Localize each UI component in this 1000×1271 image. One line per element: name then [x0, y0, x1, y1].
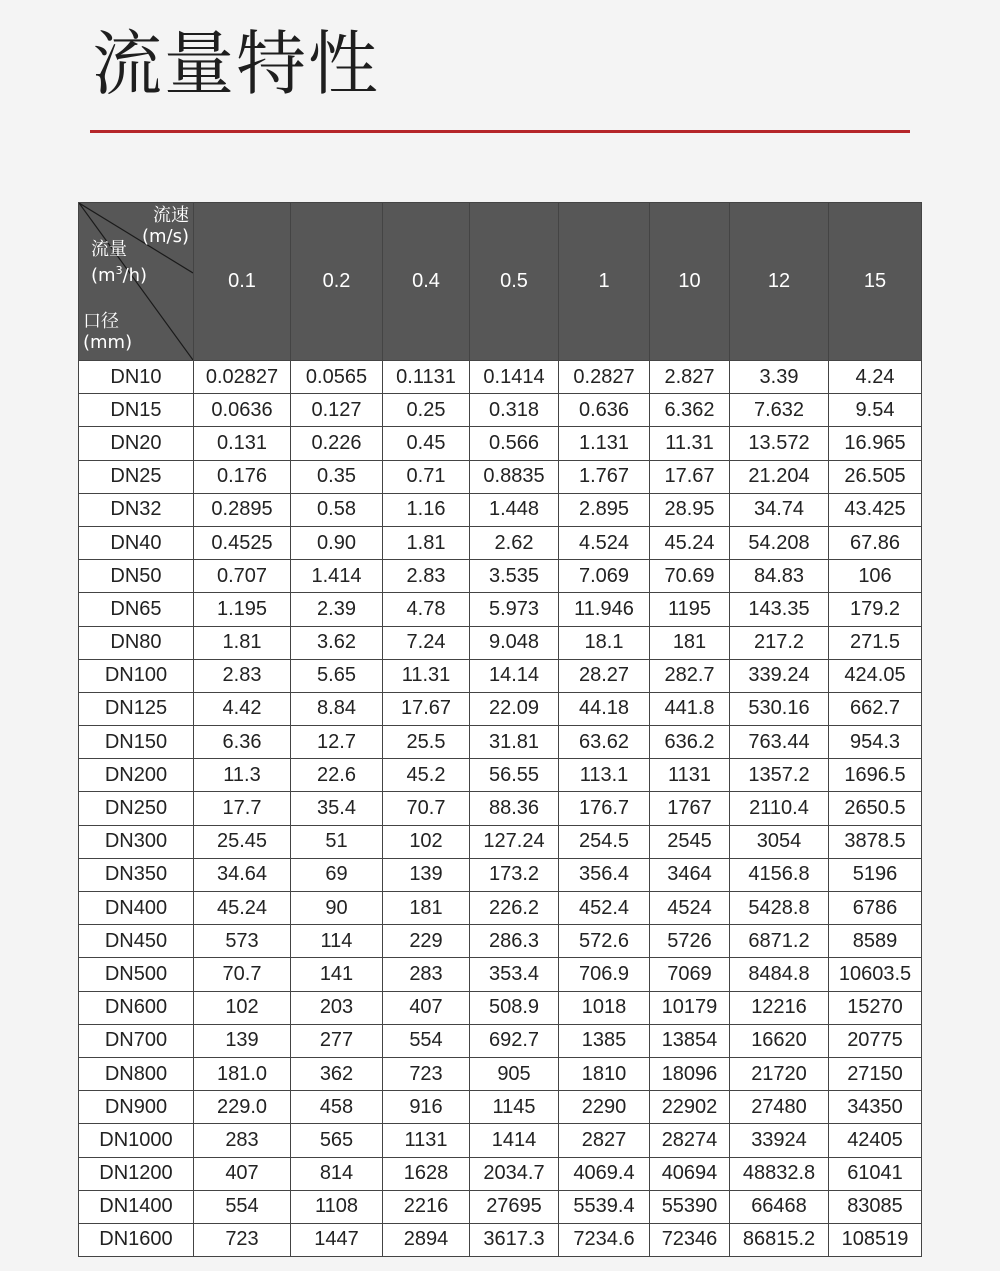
speed-header: 10 [650, 203, 730, 361]
flow-value-cell: 7069 [650, 958, 730, 991]
flow-value-cell: 102 [383, 825, 470, 858]
table-body [79, 361, 922, 1257]
flow-value-cell: 114 [291, 925, 383, 958]
flow-value-cell: 7.24 [383, 626, 470, 659]
flow-value-cell: 0.02827 [194, 361, 291, 394]
flow-value-cell: 35.4 [291, 792, 383, 825]
flow-value-cell: 2.827 [650, 361, 730, 394]
flow-value-cell: 0.226 [291, 427, 383, 460]
flow-unit-suffix: /h) [122, 265, 148, 286]
table-row [79, 593, 922, 626]
diameter-cell: DN300 [79, 825, 194, 858]
diameter-cell: DN500 [79, 958, 194, 991]
table-row [79, 427, 922, 460]
flow-value-cell: 1195 [650, 593, 730, 626]
flow-value-cell: 18.1 [559, 626, 650, 659]
flow-value-cell: 441.8 [650, 692, 730, 725]
flow-value-cell: 723 [383, 1057, 470, 1090]
flow-value-cell: 11.946 [559, 593, 650, 626]
flow-value-cell: 0.0636 [194, 394, 291, 427]
flow-value-cell: 3.39 [730, 361, 829, 394]
flow-value-cell: 254.5 [559, 825, 650, 858]
flow-value-cell: 954.3 [829, 726, 922, 759]
flow-value-cell: 28.27 [559, 659, 650, 692]
flow-unit-superscript: 3 [115, 264, 123, 277]
table-row [79, 493, 922, 526]
flow-value-cell: 0.0565 [291, 361, 383, 394]
flow-value-cell: 6786 [829, 892, 922, 925]
flow-value-cell: 229 [383, 925, 470, 958]
flow-value-cell: 0.1131 [383, 361, 470, 394]
table-row [79, 1190, 922, 1223]
flow-value-cell: 282.7 [650, 659, 730, 692]
header-row [79, 203, 922, 361]
diameter-cell: DN25 [79, 460, 194, 493]
flow-value-cell: 5.65 [291, 659, 383, 692]
flow-value-cell: 1145 [470, 1091, 559, 1124]
flow-value-cell: 13.572 [730, 427, 829, 460]
flow-value-cell: 723 [194, 1223, 291, 1256]
flow-value-cell: 45.24 [650, 526, 730, 559]
flow-value-cell: 102 [194, 991, 291, 1024]
flow-value-cell: 458 [291, 1091, 383, 1124]
flow-value-cell: 5196 [829, 858, 922, 891]
flow-value-cell: 2.895 [559, 493, 650, 526]
diameter-cell: DN350 [79, 858, 194, 891]
flow-unit [91, 260, 147, 286]
flow-value-cell: 1131 [383, 1124, 470, 1157]
flow-value-cell: 3.62 [291, 626, 383, 659]
flow-axis-label [91, 239, 147, 286]
table-row [79, 792, 922, 825]
flow-value-cell: 283 [194, 1124, 291, 1157]
diameter-cell: DN1400 [79, 1190, 194, 1223]
flow-value-cell: 18096 [650, 1057, 730, 1090]
diameter-cell: DN32 [79, 493, 194, 526]
flow-value-cell: 0.2895 [194, 493, 291, 526]
flow-value-cell: 905 [470, 1057, 559, 1090]
flow-value-cell: 143.35 [730, 593, 829, 626]
flow-value-cell: 286.3 [470, 925, 559, 958]
flow-value-cell: 51 [291, 825, 383, 858]
flow-value-cell: 706.9 [559, 958, 650, 991]
flow-value-cell: 8.84 [291, 692, 383, 725]
diameter-cell: DN600 [79, 991, 194, 1024]
flow-value-cell: 2034.7 [470, 1157, 559, 1190]
flow-value-cell: 9.54 [829, 394, 922, 427]
flow-value-cell: 203 [291, 991, 383, 1024]
flow-value-cell: 27150 [829, 1057, 922, 1090]
flow-value-cell: 2894 [383, 1223, 470, 1256]
flow-value-cell: 7.069 [559, 560, 650, 593]
flow-value-cell: 90 [291, 892, 383, 925]
speed-header: 0.5 [470, 203, 559, 361]
diameter-cell: DN10 [79, 361, 194, 394]
flow-value-cell: 1.414 [291, 560, 383, 593]
flow-value-cell: 2.83 [383, 560, 470, 593]
flow-value-cell: 26.505 [829, 460, 922, 493]
flow-value-cell: 21720 [730, 1057, 829, 1090]
flow-value-cell: 70.69 [650, 560, 730, 593]
flow-value-cell: 2110.4 [730, 792, 829, 825]
flow-value-cell: 34.64 [194, 858, 291, 891]
speed-header: 12 [730, 203, 829, 361]
flow-value-cell: 67.86 [829, 526, 922, 559]
flow-value-cell: 226.2 [470, 892, 559, 925]
flow-value-cell: 636.2 [650, 726, 730, 759]
flow-value-cell: 72346 [650, 1223, 730, 1256]
speed-header: 15 [829, 203, 922, 361]
table-row [79, 1124, 922, 1157]
flow-value-cell: 0.4525 [194, 526, 291, 559]
title-divider [90, 130, 910, 133]
diameter-label: 口径 [83, 311, 119, 332]
diameter-cell: DN1200 [79, 1157, 194, 1190]
flow-value-cell: 0.127 [291, 394, 383, 427]
flow-value-cell: 1.81 [194, 626, 291, 659]
diameter-cell: DN50 [79, 560, 194, 593]
flow-value-cell: 17.7 [194, 792, 291, 825]
diameter-cell: DN700 [79, 1024, 194, 1057]
flow-value-cell: 17.67 [650, 460, 730, 493]
flow-value-cell: 27695 [470, 1190, 559, 1223]
flow-value-cell: 86815.2 [730, 1223, 829, 1256]
flow-value-cell: 66468 [730, 1190, 829, 1223]
diameter-cell: DN800 [79, 1057, 194, 1090]
flow-value-cell: 20775 [829, 1024, 922, 1057]
flow-value-cell: 0.71 [383, 460, 470, 493]
flow-value-cell: 8484.8 [730, 958, 829, 991]
flow-value-cell: 141 [291, 958, 383, 991]
flow-value-cell: 63.62 [559, 726, 650, 759]
flow-value-cell: 28274 [650, 1124, 730, 1157]
flow-value-cell: 56.55 [470, 759, 559, 792]
flow-value-cell: 4156.8 [730, 858, 829, 891]
table-row [79, 892, 922, 925]
diameter-cell: DN65 [79, 593, 194, 626]
flow-value-cell: 179.2 [829, 593, 922, 626]
flow-value-cell: 1385 [559, 1024, 650, 1057]
flow-value-cell: 229.0 [194, 1091, 291, 1124]
flow-value-cell: 692.7 [470, 1024, 559, 1057]
diameter-cell: DN200 [79, 759, 194, 792]
flow-value-cell: 25.5 [383, 726, 470, 759]
diameter-cell: DN80 [79, 626, 194, 659]
flow-value-cell: 16.965 [829, 427, 922, 460]
table-row [79, 958, 922, 991]
flow-value-cell: 1018 [559, 991, 650, 1024]
flow-value-cell: 1810 [559, 1057, 650, 1090]
diameter-cell: DN450 [79, 925, 194, 958]
flow-value-cell: 508.9 [470, 991, 559, 1024]
flow-value-cell: 356.4 [559, 858, 650, 891]
flow-value-cell: 1767 [650, 792, 730, 825]
flow-value-cell: 1.81 [383, 526, 470, 559]
flow-value-cell: 22.09 [470, 692, 559, 725]
flow-value-cell: 814 [291, 1157, 383, 1190]
diameter-cell: DN1000 [79, 1124, 194, 1157]
flow-value-cell: 25.45 [194, 825, 291, 858]
flow-value-cell: 113.1 [559, 759, 650, 792]
flow-value-cell: 13854 [650, 1024, 730, 1057]
flow-value-cell: 353.4 [470, 958, 559, 991]
flow-value-cell: 176.7 [559, 792, 650, 825]
flow-unit-prefix: (m [91, 265, 116, 286]
flow-value-cell: 0.8835 [470, 460, 559, 493]
diameter-cell: DN900 [79, 1091, 194, 1124]
diameter-cell: DN400 [79, 892, 194, 925]
flow-value-cell: 1.195 [194, 593, 291, 626]
table-row [79, 925, 922, 958]
flow-value-cell: 1357.2 [730, 759, 829, 792]
diameter-cell: DN100 [79, 659, 194, 692]
flow-value-cell: 83085 [829, 1190, 922, 1223]
flow-value-cell: 2545 [650, 825, 730, 858]
flow-value-cell: 0.566 [470, 427, 559, 460]
flow-value-cell: 0.58 [291, 493, 383, 526]
diameter-cell: DN150 [79, 726, 194, 759]
table-row [79, 626, 922, 659]
flow-value-cell: 1.767 [559, 460, 650, 493]
flow-value-cell: 12216 [730, 991, 829, 1024]
flow-value-cell: 1447 [291, 1223, 383, 1256]
flow-value-cell: 4.42 [194, 692, 291, 725]
diameter-cell: DN20 [79, 427, 194, 460]
table-row [79, 460, 922, 493]
flow-value-cell: 0.90 [291, 526, 383, 559]
speed-header: 0.1 [194, 203, 291, 361]
flow-value-cell: 3617.3 [470, 1223, 559, 1256]
flow-value-cell: 452.4 [559, 892, 650, 925]
flow-value-cell: 0.636 [559, 394, 650, 427]
flow-value-cell: 27480 [730, 1091, 829, 1124]
flow-value-cell: 16620 [730, 1024, 829, 1057]
diameter-unit: (mm) [83, 332, 133, 353]
speed-unit: (m/s) [141, 226, 189, 247]
table-row [79, 526, 922, 559]
flow-value-cell: 0.318 [470, 394, 559, 427]
flow-value-cell: 7.632 [730, 394, 829, 427]
flow-value-cell: 43.425 [829, 493, 922, 526]
flow-value-cell: 662.7 [829, 692, 922, 725]
flow-value-cell: 2216 [383, 1190, 470, 1223]
flow-value-cell: 530.16 [730, 692, 829, 725]
table-row [79, 825, 922, 858]
flow-value-cell: 70.7 [194, 958, 291, 991]
flow-value-cell: 5726 [650, 925, 730, 958]
flow-value-cell: 33924 [730, 1124, 829, 1157]
table-row [79, 991, 922, 1024]
flow-value-cell: 31.81 [470, 726, 559, 759]
flow-value-cell: 45.24 [194, 892, 291, 925]
corner-header-cell [79, 203, 194, 361]
flow-value-cell: 70.7 [383, 792, 470, 825]
flow-value-cell: 10179 [650, 991, 730, 1024]
flow-value-cell: 6.36 [194, 726, 291, 759]
flow-value-cell: 139 [194, 1024, 291, 1057]
flow-value-cell: 21.204 [730, 460, 829, 493]
flow-value-cell: 1696.5 [829, 759, 922, 792]
flow-value-cell: 573 [194, 925, 291, 958]
flow-value-cell: 2.83 [194, 659, 291, 692]
flow-value-cell: 22902 [650, 1091, 730, 1124]
flow-value-cell: 1414 [470, 1124, 559, 1157]
flow-value-cell: 69 [291, 858, 383, 891]
flow-value-cell: 0.25 [383, 394, 470, 427]
flow-value-cell: 12.7 [291, 726, 383, 759]
flow-value-cell: 44.18 [559, 692, 650, 725]
flow-value-cell: 181.0 [194, 1057, 291, 1090]
flow-value-cell: 0.131 [194, 427, 291, 460]
flow-value-cell: 3464 [650, 858, 730, 891]
flow-value-cell: 139 [383, 858, 470, 891]
flow-value-cell: 1628 [383, 1157, 470, 1190]
flow-value-cell: 554 [383, 1024, 470, 1057]
speed-header: 1 [559, 203, 650, 361]
table-row [79, 560, 922, 593]
flow-label: 流量 [91, 239, 127, 260]
diameter-cell: DN40 [79, 526, 194, 559]
diameter-cell: DN125 [79, 692, 194, 725]
flow-value-cell: 554 [194, 1190, 291, 1223]
flow-value-cell: 173.2 [470, 858, 559, 891]
flow-value-cell: 61041 [829, 1157, 922, 1190]
flow-value-cell: 277 [291, 1024, 383, 1057]
flow-value-cell: 48832.8 [730, 1157, 829, 1190]
flow-value-cell: 17.67 [383, 692, 470, 725]
table-row [79, 1223, 922, 1256]
flow-value-cell: 106 [829, 560, 922, 593]
flow-value-cell: 4.78 [383, 593, 470, 626]
flow-value-cell: 3878.5 [829, 825, 922, 858]
diameter-cell: DN250 [79, 792, 194, 825]
flow-value-cell: 84.83 [730, 560, 829, 593]
speed-label: 流速 [153, 205, 189, 226]
flow-value-cell: 6.362 [650, 394, 730, 427]
speed-header: 0.2 [291, 203, 383, 361]
flow-value-cell: 424.05 [829, 659, 922, 692]
flow-value-cell: 88.36 [470, 792, 559, 825]
flow-value-cell: 181 [650, 626, 730, 659]
flow-value-cell: 217.2 [730, 626, 829, 659]
flow-value-cell: 3.535 [470, 560, 559, 593]
flow-value-cell: 55390 [650, 1190, 730, 1223]
flow-value-cell: 565 [291, 1124, 383, 1157]
flow-value-cell: 0.35 [291, 460, 383, 493]
flow-value-cell: 916 [383, 1091, 470, 1124]
flow-value-cell: 0.176 [194, 460, 291, 493]
flow-value-cell: 5428.8 [730, 892, 829, 925]
flow-value-cell: 6871.2 [730, 925, 829, 958]
flow-value-cell: 40694 [650, 1157, 730, 1190]
flow-value-cell: 4069.4 [559, 1157, 650, 1190]
table-row [79, 1057, 922, 1090]
flow-value-cell: 2.39 [291, 593, 383, 626]
page-title: 流量特性 [92, 23, 380, 105]
flow-value-cell: 4.24 [829, 361, 922, 394]
flow-value-cell: 127.24 [470, 825, 559, 858]
flow-value-cell: 45.2 [383, 759, 470, 792]
flow-value-cell: 108519 [829, 1223, 922, 1256]
table-row [79, 659, 922, 692]
flow-value-cell: 2.62 [470, 526, 559, 559]
table-row [79, 1157, 922, 1190]
flow-value-cell: 4.524 [559, 526, 650, 559]
flow-value-cell: 572.6 [559, 925, 650, 958]
flow-value-cell: 1.131 [559, 427, 650, 460]
flow-value-cell: 54.208 [730, 526, 829, 559]
flow-value-cell: 2650.5 [829, 792, 922, 825]
flow-value-cell: 10603.5 [829, 958, 922, 991]
flow-value-cell: 0.2827 [559, 361, 650, 394]
table-row [79, 858, 922, 891]
flow-value-cell: 1131 [650, 759, 730, 792]
flow-value-cell: 1.16 [383, 493, 470, 526]
flow-value-cell: 42405 [829, 1124, 922, 1157]
flow-value-cell: 362 [291, 1057, 383, 1090]
flow-value-cell: 5539.4 [559, 1190, 650, 1223]
flow-value-cell: 34350 [829, 1091, 922, 1124]
flow-value-cell: 5.973 [470, 593, 559, 626]
diameter-axis-label [83, 311, 132, 353]
flow-value-cell: 0.707 [194, 560, 291, 593]
flow-value-cell: 11.31 [650, 427, 730, 460]
table-row [79, 1091, 922, 1124]
flow-value-cell: 34.74 [730, 493, 829, 526]
flow-value-cell: 4524 [650, 892, 730, 925]
flow-value-cell: 28.95 [650, 493, 730, 526]
flow-value-cell: 7234.6 [559, 1223, 650, 1256]
table-row [79, 759, 922, 792]
flow-value-cell: 763.44 [730, 726, 829, 759]
flow-value-cell: 2827 [559, 1124, 650, 1157]
speed-header: 0.4 [383, 203, 470, 361]
flow-value-cell: 9.048 [470, 626, 559, 659]
flow-value-cell: 181 [383, 892, 470, 925]
flow-value-cell: 15270 [829, 991, 922, 1024]
diameter-cell: DN15 [79, 394, 194, 427]
flow-value-cell: 22.6 [291, 759, 383, 792]
speed-axis-label [142, 205, 189, 247]
flow-value-cell: 339.24 [730, 659, 829, 692]
flow-value-cell: 407 [383, 991, 470, 1024]
flow-value-cell: 11.31 [383, 659, 470, 692]
flow-value-cell: 11.3 [194, 759, 291, 792]
flow-value-cell: 14.14 [470, 659, 559, 692]
flow-value-cell: 283 [383, 958, 470, 991]
flow-value-cell: 0.45 [383, 427, 470, 460]
diameter-cell: DN1600 [79, 1223, 194, 1256]
flow-value-cell: 3054 [730, 825, 829, 858]
flow-value-cell: 1108 [291, 1190, 383, 1223]
flow-value-cell: 271.5 [829, 626, 922, 659]
flow-characteristics-table [78, 202, 922, 1257]
table-row [79, 726, 922, 759]
flow-value-cell: 8589 [829, 925, 922, 958]
table-row [79, 692, 922, 725]
table-row [79, 1024, 922, 1057]
flow-value-cell: 1.448 [470, 493, 559, 526]
flow-value-cell: 0.1414 [470, 361, 559, 394]
flow-value-cell: 2290 [559, 1091, 650, 1124]
table-row [79, 394, 922, 427]
flow-value-cell: 407 [194, 1157, 291, 1190]
table-row [79, 361, 922, 394]
